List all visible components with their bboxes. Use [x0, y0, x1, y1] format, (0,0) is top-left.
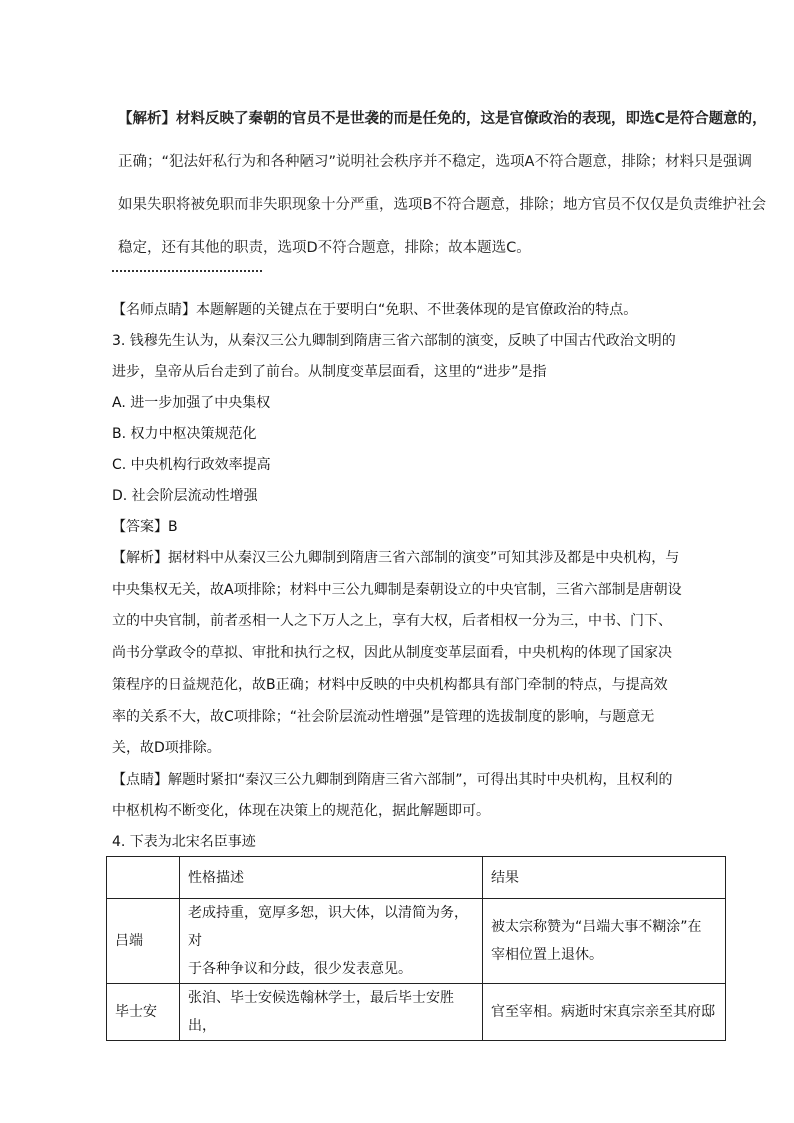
- table-row: [107, 984, 726, 1041]
- table-header-cell: [107, 857, 180, 899]
- desc-line: 于各种争议和分歧，很少发表意见。: [188, 961, 412, 977]
- q3-dianjing-line: 中枢机构不断变化，体现在决策上的规范化，据此解题即可。: [112, 803, 490, 819]
- result-desc: [483, 899, 726, 984]
- q3-option-b: B. 权力中枢决策规范化: [112, 426, 257, 442]
- result-desc: [483, 984, 726, 1041]
- result-line: 官至宰相。病逝时宋真宗亲至其府邸: [491, 1004, 715, 1020]
- q3-analysis-line: 尚书分掌政令的草拟、审批和执行之权，因此从制度变革层面看，中央机构的体现了国家决: [112, 645, 672, 661]
- teacher-note: 【名师点睛】本题解题的关键点在于要明白“免职、不世袭体现的是官僚政治的特点。: [112, 302, 638, 318]
- officials-table: [106, 856, 726, 1041]
- table-row: [107, 899, 726, 984]
- q3-stem-line2: 进步，皇帝从后台走到了前台。从制度变革层面看，这里的“进步”是指: [112, 364, 547, 380]
- analysis-top-label: 【解析】: [118, 111, 176, 127]
- analysis-top-line4: 稳定，还有其他的职责，选项D不符合题意，排除；故本题选C。: [118, 240, 531, 256]
- q3-option-d: D. 社会阶层流动性增强: [112, 488, 258, 504]
- official-name: 毕士安: [107, 984, 180, 1041]
- result-line: 被太宗称赞为“吕端大事不糊涂”在: [491, 919, 702, 935]
- result-line: 宰相位置上退休。: [491, 947, 603, 963]
- q3-stem-line1: 3. 钱穆先生认为，从秦汉三公九卿制到隋唐三省六部制的演变，反映了中国古代政治文明的: [112, 333, 676, 349]
- q3-analysis-line: 策程序的日益规范化，故B正确；材料中反映的中央机构都具有部门牵制的特点，与提高效: [112, 677, 668, 693]
- q3-analysis-line: 关，故D项排除。: [112, 740, 221, 756]
- personality-desc: [180, 899, 483, 984]
- q3-analysis-line: 立的中央官制，前者丞相一人之下万人之上，享有大权，后者相权一分为三，中书、门下、: [112, 613, 672, 629]
- analysis-top-line3: 如果失职将被免职而非失职现象十分严重，选项B不符合题意，排除；地方官员不仅仅是负责维护社会: [118, 197, 766, 213]
- table-header-cell: 结果: [483, 857, 726, 899]
- table-header-cell: 性格描述: [180, 857, 483, 899]
- q3-analysis-line: 中央集权无关，故A项排除；材料中三公九卿制是秦朝设立的中央官制，三省六部制是唐朝设: [112, 582, 682, 598]
- q3-analysis-line: 【解析】据材料中从秦汉三公九卿制到隋唐三省六部制的演变”可知其涉及都是中央机构，与: [112, 550, 680, 566]
- personality-desc: [180, 984, 483, 1041]
- q3-option-c: C. 中央机构行政效率提高: [112, 457, 271, 473]
- q3-option-a: A. 进一步加强了中央集权: [112, 395, 271, 411]
- analysis-top-line1: [118, 107, 768, 128]
- table-header-row: [107, 857, 726, 899]
- official-name: 吕端: [107, 899, 180, 984]
- q4-stem: 4. 下表为北宋名臣事迹: [112, 834, 256, 850]
- q3-analysis-line: 率的关系不大，故C项排除；“社会阶层流动性增强”是管理的选拔制度的影响，与题意无: [112, 709, 655, 725]
- q3-dianjing-line: 【点睛】解题时紧扣“秦汉三公九卿制到隋唐三省六部制”，可得出其时中央机构，且权利的: [112, 772, 673, 788]
- analysis-top-line2: 正确；“犯法奸私行为和各种陋习”说明社会秩序并不稳定，选项A不符合题意，排除；材料只是强调: [118, 154, 752, 170]
- q3-answer: 【答案】B: [112, 519, 178, 535]
- analysis-top-text1: 材料反映了秦朝的官员不是世袭的而是任免的，这是官僚政治的表现，即选C是符合题意的，: [176, 111, 767, 127]
- desc-line: 张洎、毕士安候选翰林学士，最后毕士安胜出，: [188, 990, 454, 1034]
- separator-dots: [112, 270, 262, 272]
- desc-line: 老成持重，宽厚多恕，识大体，以清简为务，对: [188, 905, 468, 949]
